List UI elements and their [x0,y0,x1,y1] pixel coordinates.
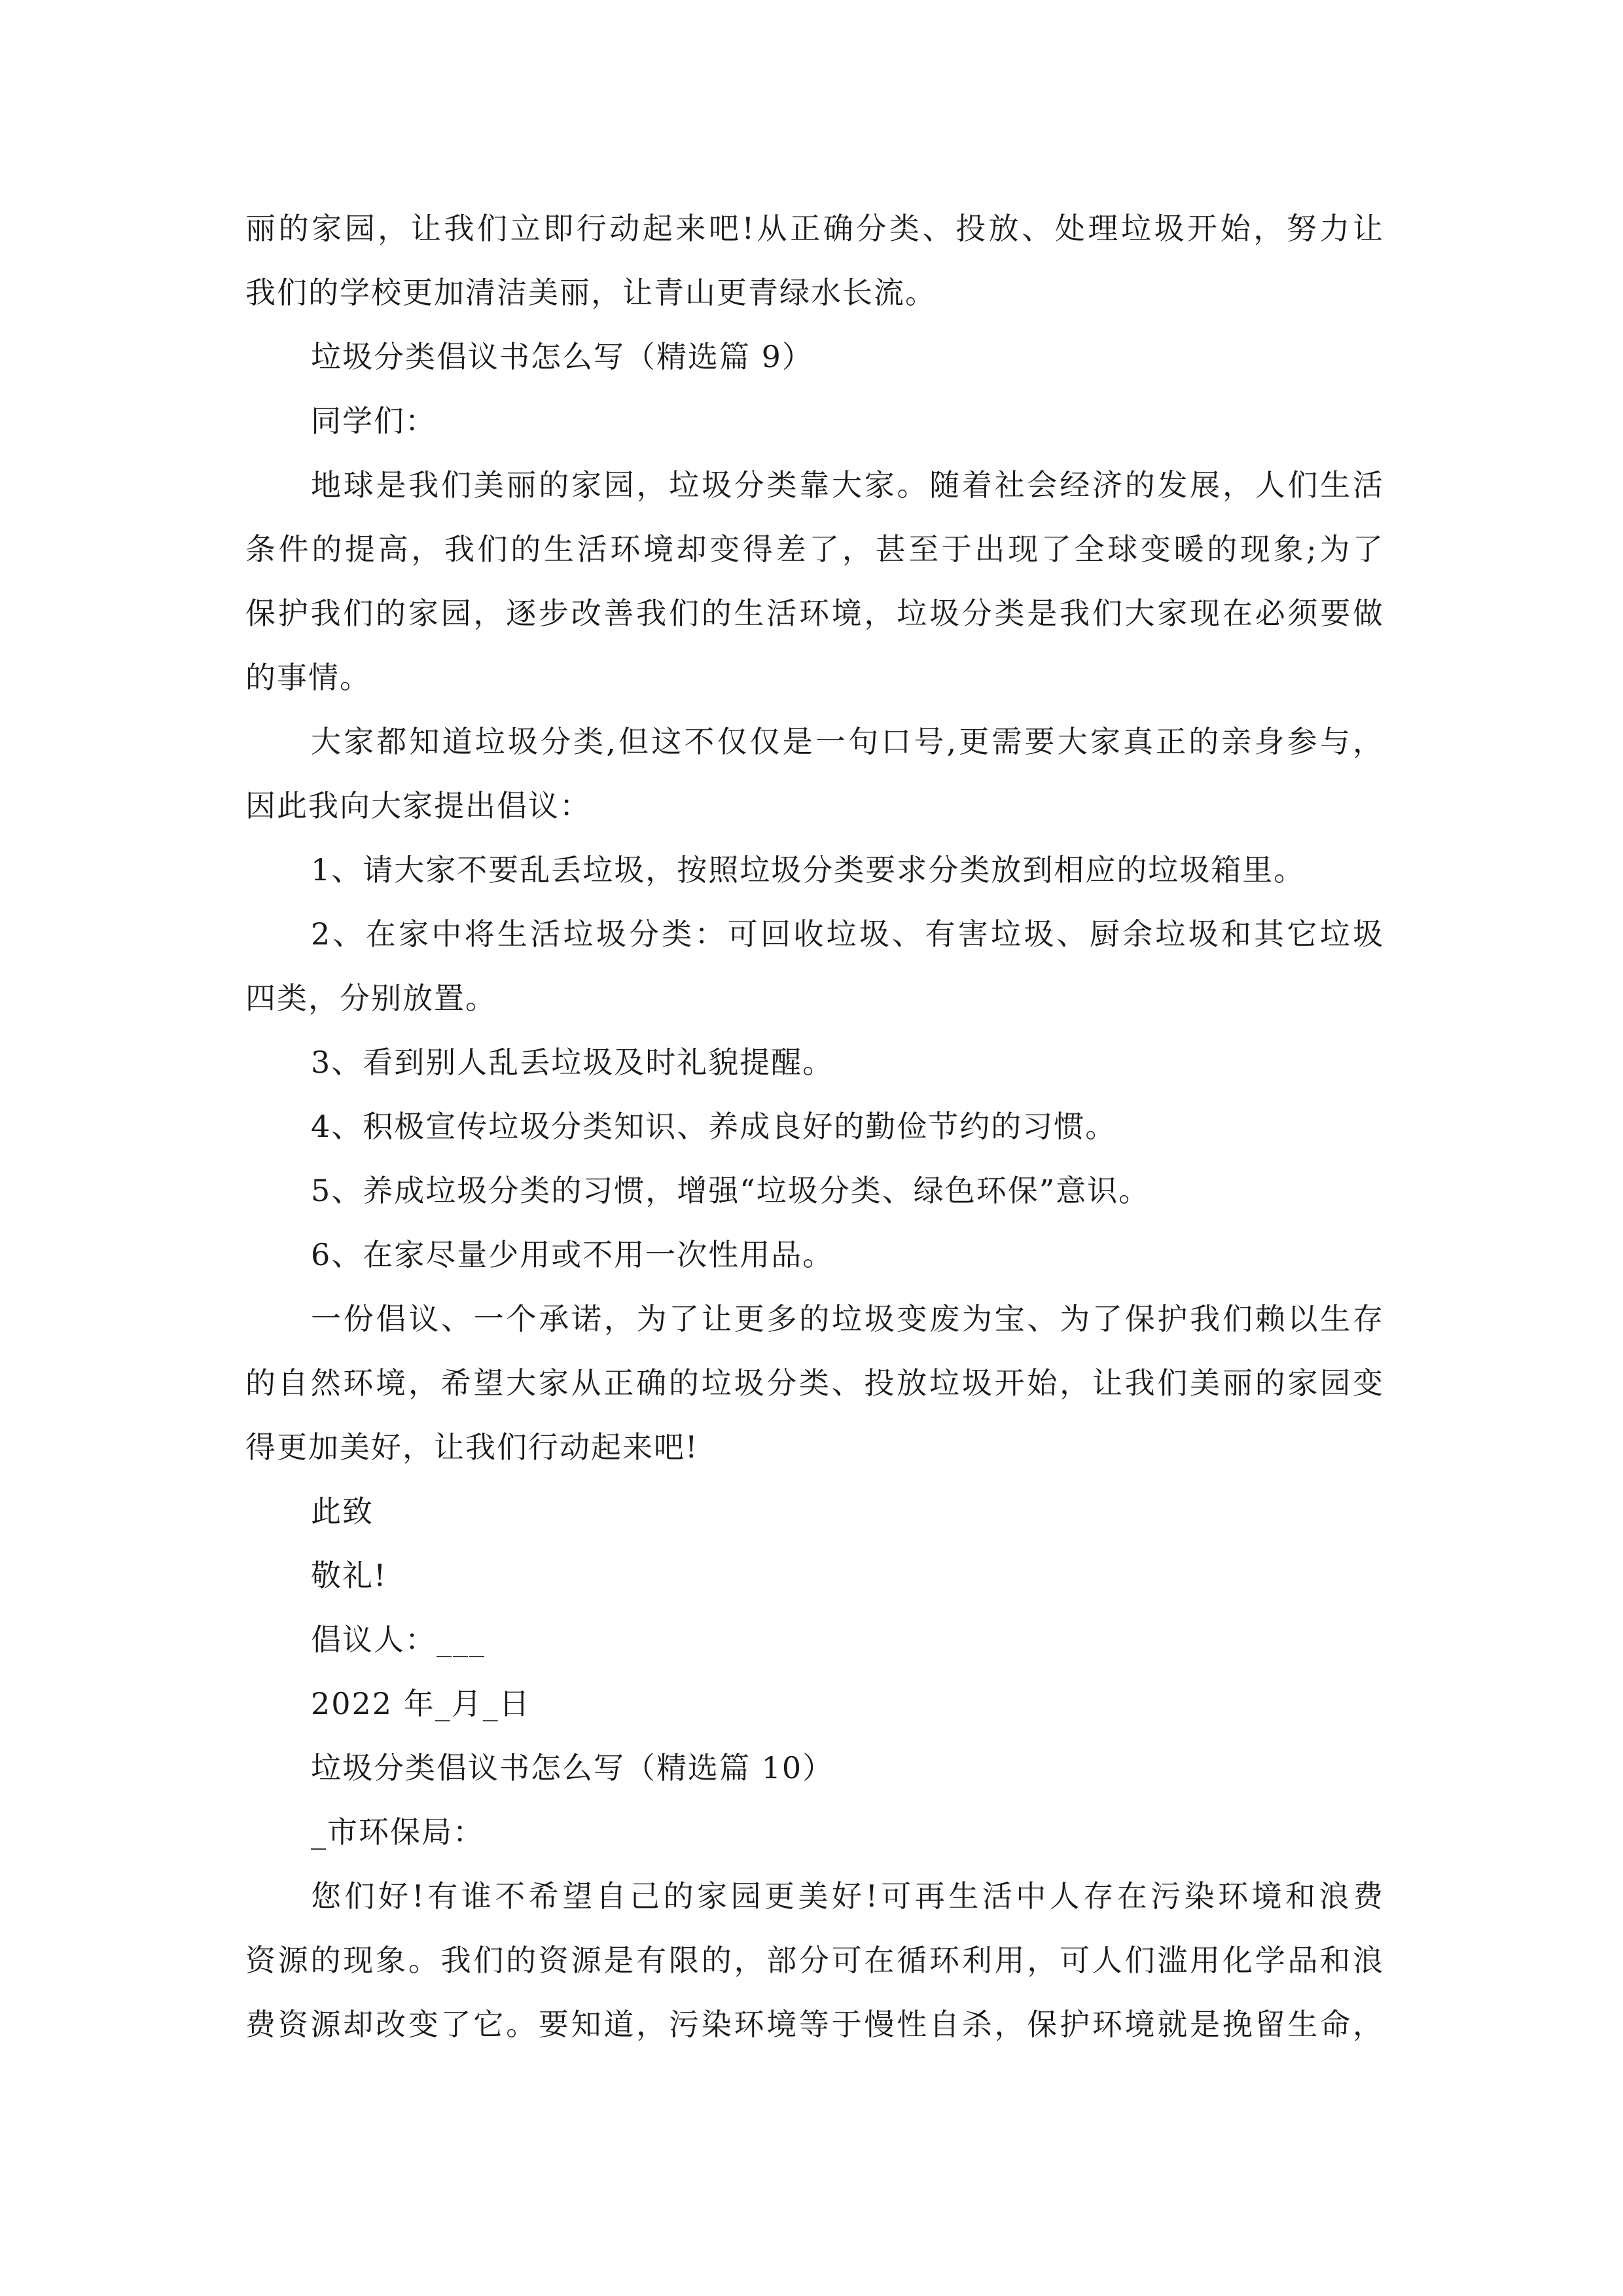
text-line: 5、养成垃圾分类的习惯，增强“垃圾分类、绿色环保”意识。 [311,1173,1150,1208]
text-line: 此致 [311,1494,374,1529]
text-line: 保护我们的家园，逐步改善我们的生活环境，垃圾分类是我们大家现在必须要做 [245,596,1384,631]
text-line: 同学们： [311,403,437,439]
text-line: 一份倡议、一个承诺，为了让更多的垃圾变废为宝、为了保护我们赖以生存 [311,1301,1384,1336]
text-line: 垃圾分类倡议书怎么写（精选篇 10） [311,1750,834,1785]
document-page [245,196,1384,2056]
text-line: 大家都知道垃圾分类,但这不仅仅是一句口号,更需要大家真正的亲身参与， [311,724,1384,759]
text-line: 丽的家园，让我们立即行动起来吧!从正确分类、投放、处理垃圾开始，努力让 [245,211,1384,246]
text-line: 您们好!有谁不希望自己的家园更美好!可再生活中人存在污染环境和浪费 [311,1878,1384,1914]
text-line: 得更加美好，让我们行动起来吧! [245,1429,699,1465]
text-line: 1、请大家不要乱丢垃圾，按照垃圾分类要求分类放到相应的垃圾箱里。 [311,852,1306,888]
text-line: 敬礼! [311,1558,387,1593]
text-line: 地球是我们美丽的家园，垃圾分类靠大家。随着社会经济的发展，人们生活 [311,467,1384,503]
text-line: _市环保局： [311,1814,484,1850]
text-line: 的事情。 [245,660,371,695]
text-line: 条件的提高，我们的生活环境却变得差了，甚至于出现了全球变暖的现象;为了 [245,531,1384,567]
text-line: 资源的现象。我们的资源是有限的，部分可在循环利用，可人们滥用化学品和浪 [245,1943,1384,1978]
text-line: 费资源却改变了它。要知道，污染环境等于慢性自杀，保护环境就是挽留生命， [245,2007,1384,2042]
text-line: 因此我向大家提出倡议： [245,788,591,823]
text-line: 四类，分别放置。 [245,980,497,1016]
text-line: 垃圾分类倡议书怎么写（精选篇 9） [311,339,813,374]
text-line: 3、看到别人乱丢垃圾及时礼貌提醒。 [311,1045,834,1080]
text-line: 倡议人：___ [311,1622,486,1657]
text-line: 的自然环境，希望大家从正确的垃圾分类、投放垃圾开始，让我们美丽的家园变 [245,1365,1384,1401]
text-line: 我们的学校更加清洁美丽，让青山更青绿水长流。 [245,275,936,310]
text-line: 2022 年_月_日 [311,1686,531,1721]
text-line: 4、积极宣传垃圾分类知识、养成良好的勤俭节约的习惯。 [311,1109,1117,1144]
text-line: 2、在家中将生活垃圾分类：可回收垃圾、有害垃圾、厨余垃圾和其它垃圾 [311,916,1384,952]
text-line: 6、在家尽量少用或不用一次性用品。 [311,1237,834,1272]
